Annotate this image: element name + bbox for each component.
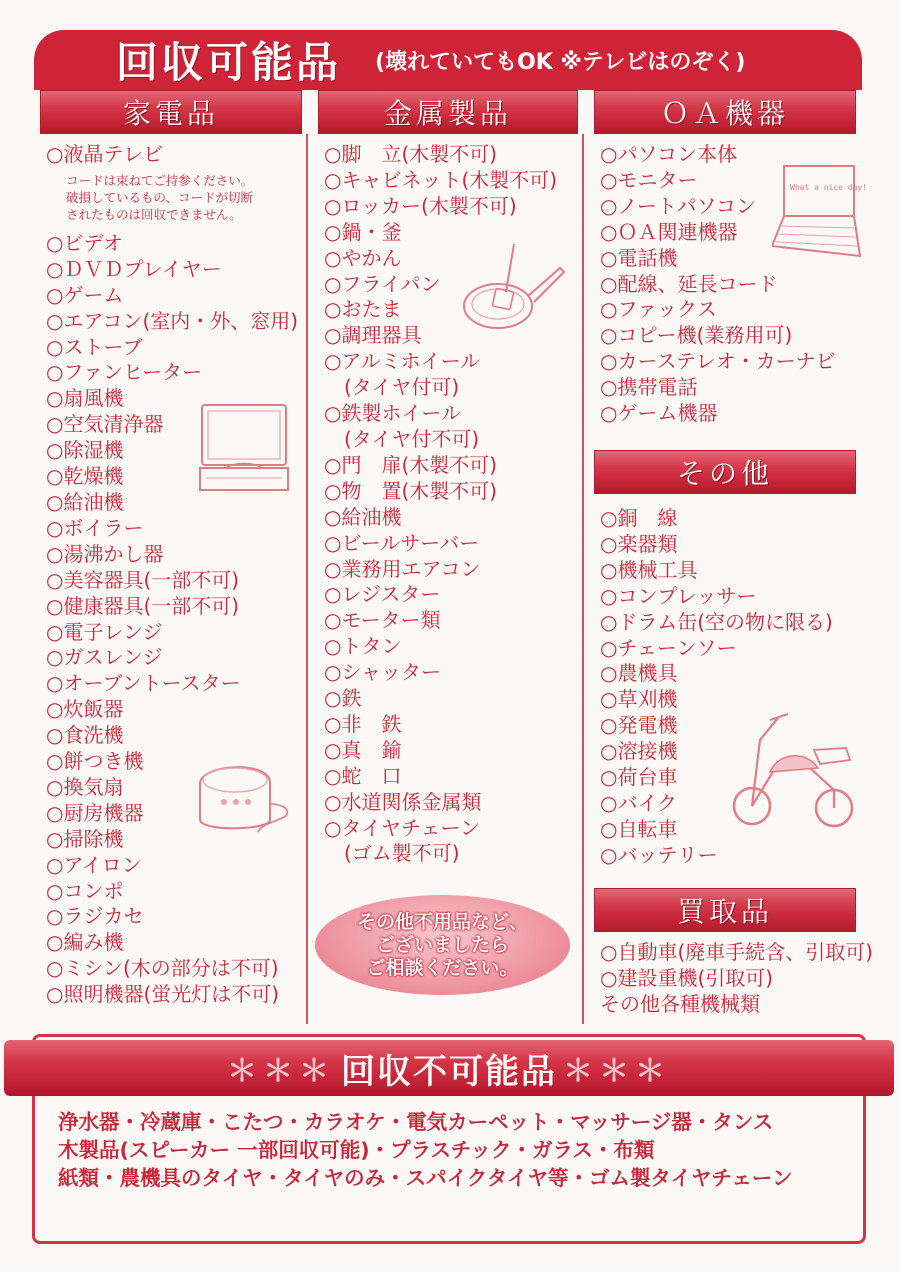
list-item: ○扇風機 (46, 386, 124, 411)
list-item: ○タイヤチェーン (324, 815, 481, 840)
list-item: ○給油機 (46, 489, 124, 514)
non-collectable-line: 木製品(スピーカー 一部回収可能)・プラスチック・ガラス・布類 (58, 1138, 655, 1162)
list-item: (ゴム製不可) (324, 841, 460, 866)
list-item: ○ラジカセ (46, 904, 144, 929)
consultation-bubble (315, 895, 570, 995)
list-item: ○カーステレオ・カーナビ (600, 349, 836, 374)
list-item: ○ストーブ (46, 334, 143, 359)
list-item: ○電子レンジ (46, 619, 163, 644)
column-divider-1 (306, 134, 308, 1024)
column-divider-2 (582, 134, 584, 1024)
list-item: ○ＯＡ関連機器 (600, 219, 738, 244)
list-item: ○ＤＶＤプレイヤー (46, 256, 222, 281)
list-item: ○モニター (600, 167, 698, 192)
list-item: ○ゲーム機器 (600, 401, 718, 426)
list-item: ○ドラム缶(空の物に限る) (600, 609, 833, 634)
heading-kaden: 家電品 (40, 90, 302, 134)
list-item: ○溶接機 (600, 739, 678, 764)
list-item: ○美容器具(一部不可) (46, 567, 240, 592)
list-item: ○照明機器(蛍光灯は不可) (46, 982, 280, 1007)
list-item: ○おたま (324, 297, 402, 322)
list-item: ○業務用エアコン (324, 556, 481, 581)
consultation-text: その他不用品など、 ございましたら ご相談ください。 (356, 910, 528, 979)
list-item: その他各種機械類 (600, 991, 760, 1016)
list-item: ○掃除機 (46, 826, 124, 851)
list-item: ○編み機 (46, 930, 124, 955)
list-item: ○炊飯器 (46, 697, 124, 722)
list-item: ○パソコン本体 (600, 142, 738, 166)
list-item: ○自転車 (600, 816, 678, 841)
list-item: ○バイク (600, 790, 678, 815)
list-item: ○ボイラー (46, 515, 144, 540)
list-item: ○トタン (324, 634, 402, 659)
non-collectable-heading (4, 1040, 894, 1096)
list-item: ○荷台車 (600, 765, 678, 790)
list-item: ○液晶テレビ (46, 142, 164, 166)
list-item: ○銅 線 (600, 506, 678, 530)
list-item: ○ノートパソコン (600, 193, 757, 218)
list-item: ○フライパン (324, 271, 441, 296)
list-item: ○ミシン(木の部分は不可) (46, 956, 279, 981)
list-item: ○食洗機 (46, 723, 124, 748)
list-item: ○ビデオ (46, 230, 124, 255)
list-item: ○建設重機(引取可) (600, 965, 774, 990)
kaden-note: コードは束ねてご持参ください。 破損しているもの、コードが切断 されたものは回収できません。 (66, 172, 254, 222)
list-item: ○コピー機(業務用可) (600, 323, 793, 348)
non-collectable-line: 紙類・農機具のタイヤ・タイヤのみ・スパイクタイヤ等・ゴム製タイヤチェーン (58, 1166, 793, 1190)
list-item: ○携帯電話 (600, 375, 698, 400)
list-item: ○オーブントースター (46, 671, 241, 696)
list-item: ○機械工具 (600, 557, 698, 582)
list-item: ○シャッター (324, 660, 442, 685)
list-item: ○鉄 (324, 686, 362, 711)
list-item: ○やかん (324, 245, 402, 270)
list-item: ○バッテリー (600, 842, 718, 867)
column-kaden (40, 90, 302, 1008)
list-item: (タイヤ付可) (324, 375, 460, 400)
laptop-screen-text: What a nice day! (790, 183, 868, 192)
list-item: ○脚 立(木製不可) (324, 142, 498, 166)
non-collectable-line: 浄水器・冷蔵庫・こたつ・カラオケ・電気カーペット・マッサージ器・タンス (58, 1110, 774, 1134)
list-item: ○健康器具(一部不可) (46, 593, 240, 618)
list-item: ○モーター類 (324, 608, 441, 633)
list-item: ○物 置(木製不可) (324, 478, 498, 503)
star-decoration-left: ＊＊＊ (227, 1054, 335, 1089)
list-item: ○ガスレンジ (46, 645, 163, 670)
column-kaitori (594, 888, 874, 1018)
kaden-list (46, 231, 302, 1008)
list-item: (タイヤ付不可) (324, 426, 480, 451)
list-item: ○換気扇 (46, 774, 124, 799)
list-item: ○除湿機 (46, 438, 124, 463)
tv-illustration (196, 402, 292, 494)
list-item: ○鍋・釜 (324, 219, 402, 244)
list-item: ○アイロン (46, 852, 142, 877)
page-title: 回収可能品 (116, 38, 342, 87)
star-decoration-right: ＊＊＊ (563, 1054, 671, 1089)
heading-kaitori: 買取品 (594, 888, 856, 932)
list-item: ○湯沸かし器 (46, 541, 164, 566)
rice-cooker-illustration (192, 754, 296, 836)
list-item: ○真 鍮 (324, 737, 402, 762)
title-banner (34, 30, 862, 90)
heading-sonota: その他 (594, 450, 856, 494)
column-kinzoku (318, 90, 578, 867)
list-item: ○チェーンソー (600, 635, 737, 660)
list-item: ○乾燥機 (46, 464, 124, 489)
page-subtitle: (壊れていてもOK ※テレビはのぞく) (375, 49, 746, 75)
list-item: ○コンプレッサー (600, 583, 757, 608)
list-item: ○発電機 (600, 713, 678, 738)
list-item: ○厨房機器 (46, 800, 144, 825)
frying-pan-illustration (458, 240, 568, 340)
list-item: ○門 扉(木製不可) (324, 452, 498, 477)
kaitori-list (600, 940, 874, 1018)
list-item: ○コンポ (46, 878, 124, 903)
kaden-first-list (46, 142, 302, 168)
non-collectable-title: 回収不可能品 (341, 1051, 557, 1092)
heading-oa: ＯＡ機器 (594, 90, 856, 134)
list-item: ○草刈機 (600, 687, 678, 712)
list-item: ○キャビネット(木製不可) (324, 167, 558, 192)
list-item: ○非 鉄 (324, 711, 402, 736)
list-item: ○給油機 (324, 504, 402, 529)
list-item: ○水道関係金属類 (324, 789, 482, 814)
list-item: ○ゲーム (46, 282, 124, 307)
list-item: ○ロッカー(木製不可) (324, 193, 517, 218)
list-item: ○ビールサーバー (324, 530, 480, 555)
list-item: ○鉄製ホイール (324, 401, 462, 426)
list-item: ○調理器具 (324, 323, 422, 348)
laptop-illustration (772, 160, 868, 260)
list-item: ○餅つき機 (46, 749, 144, 774)
list-item: ○アルミホイール (324, 349, 481, 374)
list-item: ○蛇 口 (324, 763, 402, 788)
non-collectable-list (58, 1108, 793, 1192)
list-item: ○農機具 (600, 661, 678, 686)
list-item: ○楽器類 (600, 531, 678, 556)
list-item: ○自動車(廃車手続含、引取可) (600, 940, 874, 964)
list-item: ○空気清浄器 (46, 412, 164, 437)
list-item: ○配線、延長コード (600, 271, 778, 296)
heading-kinzoku: 金属製品 (318, 90, 578, 134)
list-item: ○レジスター (324, 582, 441, 607)
list-item: ○エアコン(室内・外、窓用) (46, 308, 299, 333)
list-item: ○ファックス (600, 297, 717, 322)
list-item: ○ファンヒーター (46, 360, 203, 385)
list-item: ○電話機 (600, 245, 678, 270)
scooter-illustration (730, 710, 856, 834)
